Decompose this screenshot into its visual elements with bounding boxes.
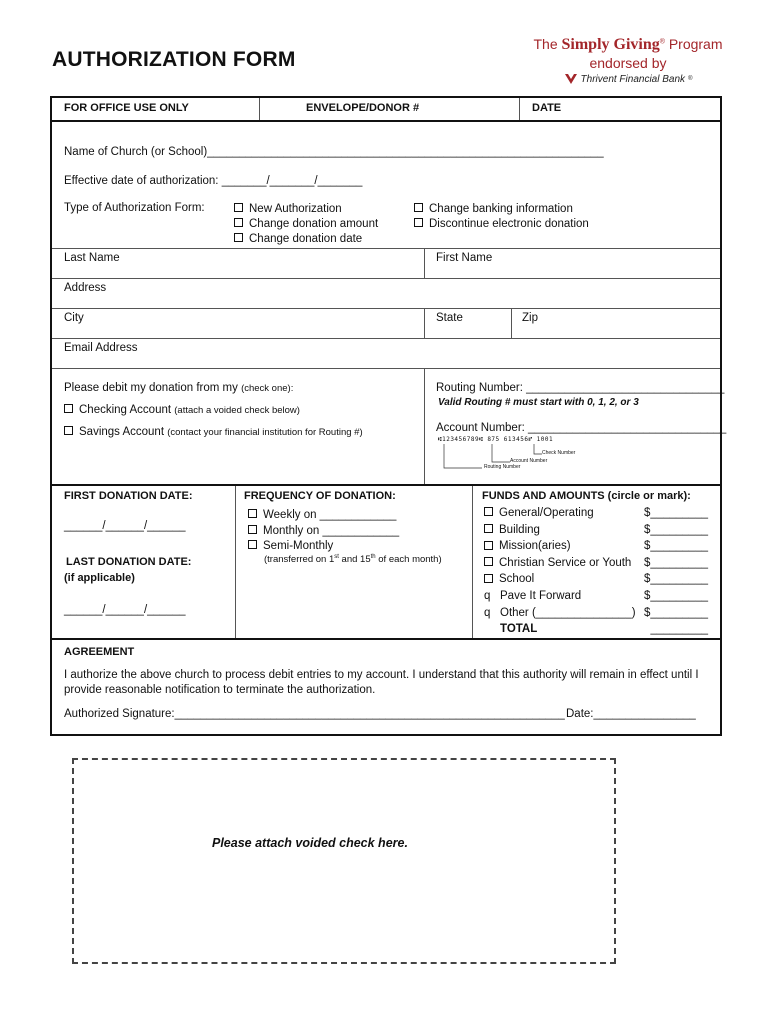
savings-option[interactable]	[64, 426, 363, 438]
fund-amount[interactable]: $_________	[644, 556, 708, 569]
savings-note: (contact your financial institution for Routing #)	[167, 427, 363, 438]
checkbox-icon[interactable]	[234, 218, 243, 227]
date-label: DATE	[532, 102, 562, 114]
check-number-caption: Check Number	[542, 450, 576, 456]
debit-intro-text: Please debit my donation from my	[64, 382, 238, 394]
fund-option[interactable]	[484, 505, 594, 522]
checkbox-icon[interactable]	[64, 404, 73, 413]
checkbox-icon[interactable]	[234, 203, 243, 212]
checking-label: Checking Account	[79, 404, 172, 416]
fund-row	[484, 505, 708, 522]
frequency-label: FREQUENCY OF DONATION:	[244, 490, 396, 502]
check-sample: ⑆123456789⑆ 875 613456⑈ 1001	[438, 436, 554, 443]
option-change-amount[interactable]	[234, 217, 378, 232]
checking-note: (attach a voided check below)	[174, 405, 300, 416]
semi-monthly-note	[264, 554, 442, 565]
fund-option[interactable]	[484, 571, 534, 588]
note-part: of each month)	[375, 554, 442, 566]
fund-name: Other (_______________)	[500, 606, 636, 619]
frequency-weekly-label: Weekly on ____________	[263, 509, 397, 521]
checkbox-icon[interactable]	[484, 557, 493, 566]
simply-giving-logo	[528, 36, 728, 85]
fund-amount[interactable]: $_________	[644, 523, 708, 536]
option-label: Discontinue electronic donation	[429, 218, 589, 230]
last-donation-date-field[interactable]: ______/______/______	[64, 604, 186, 616]
option-change-date[interactable]	[234, 232, 378, 247]
checkbox-icon[interactable]	[248, 509, 257, 518]
fund-row	[484, 588, 708, 605]
option-label: New Authorization	[249, 203, 342, 215]
last-name-field[interactable]: Last Name	[64, 252, 120, 264]
checkbox-icon[interactable]	[484, 541, 493, 550]
logo-bank-tm: ®	[688, 76, 693, 82]
option-label: Change donation date	[249, 233, 363, 245]
fund-option[interactable]	[484, 588, 581, 605]
fund-total-row	[484, 621, 708, 638]
fund-amount[interactable]: $_________	[644, 540, 708, 553]
agreement-text	[64, 668, 699, 698]
note-sup: st	[334, 554, 339, 560]
fund-total-label: TOTAL	[500, 623, 538, 636]
checkbox-icon[interactable]	[234, 233, 243, 242]
fund-amount[interactable]: $_________	[644, 606, 708, 619]
signature-field[interactable]: Authorized Signature:_____________________________________________________________	[64, 708, 565, 720]
auth-type-options-right	[414, 202, 589, 232]
checkbox-icon[interactable]	[484, 524, 493, 533]
option-label: Change banking information	[429, 203, 573, 215]
envelope-donor-label: ENVELOPE/DONOR #	[306, 102, 420, 114]
voided-check-area	[72, 758, 616, 964]
auth-type-options-left	[234, 202, 378, 247]
fund-option[interactable]	[484, 522, 540, 539]
office-use-label: FOR OFFICE USE ONLY	[64, 102, 189, 114]
fund-name: Building	[499, 523, 540, 536]
checkbox-icon[interactable]	[248, 525, 257, 534]
frequency-semi-monthly[interactable]	[248, 539, 399, 555]
logo-line-3	[528, 73, 728, 85]
city-field[interactable]: City	[64, 312, 84, 324]
fund-row	[484, 522, 708, 539]
logo-line-2: endorsed by	[589, 55, 667, 71]
note-part: (transferred on 1	[264, 554, 335, 566]
fund-amount[interactable]: $_________	[644, 573, 708, 586]
checkbox-icon[interactable]	[484, 507, 493, 516]
frequency-monthly[interactable]	[248, 524, 399, 540]
option-new-authorization[interactable]	[234, 202, 378, 217]
agreement-line-2: provide reasonable notification to terminate the authorization.	[64, 684, 376, 696]
funds-list	[484, 505, 708, 638]
debit-intro	[64, 382, 293, 394]
routing-number-caption: Routing Number	[484, 464, 521, 470]
checkbox-icon[interactable]	[484, 574, 493, 583]
frequency-weekly[interactable]	[248, 508, 399, 524]
first-donation-label: FIRST DONATION DATE:	[64, 490, 193, 502]
fund-row	[484, 605, 708, 622]
fund-name: Pave It Forward	[500, 589, 582, 602]
logo-prefix: The	[533, 36, 558, 52]
savings-label: Savings Account	[79, 426, 165, 438]
routing-number-field[interactable]: Routing Number: _______________________________	[436, 382, 725, 394]
email-field[interactable]: Email Address	[64, 342, 138, 354]
first-name-field[interactable]: First Name	[436, 252, 493, 264]
checkbox-icon[interactable]	[248, 540, 257, 549]
address-field[interactable]: Address	[64, 282, 107, 294]
option-change-banking[interactable]	[414, 202, 589, 217]
logo-suffix: Program	[668, 36, 723, 52]
authorization-form	[50, 96, 727, 736]
account-number-caption: Account Number	[510, 458, 548, 464]
church-name-field[interactable]: Name of Church (or School)______________________________________________________________	[64, 146, 604, 158]
q-marker-icon[interactable]: q	[484, 606, 491, 619]
fund-row	[484, 538, 708, 555]
signature-date-field[interactable]: Date:________________	[566, 708, 696, 720]
fund-option[interactable]	[484, 555, 631, 572]
agreement-line-1: I authorize the above church to process debit entries to my account. I understand that this authority will remain in effect until I	[64, 669, 699, 681]
page-title: AUTHORIZATION FORM	[52, 48, 296, 71]
fund-name: School	[499, 573, 535, 586]
logo-bank: Thrivent Financial Bank	[580, 73, 686, 85]
fund-row	[484, 555, 708, 572]
last-donation-label: LAST DONATION DATE:	[66, 556, 192, 568]
logo-brand: Simply Giving	[561, 36, 660, 53]
routing-note: Valid Routing # must start with 0, 1, 2, or 3	[438, 397, 639, 408]
thrivent-icon	[564, 73, 578, 85]
fund-amount[interactable]: $_________	[644, 589, 708, 602]
effective-date-field[interactable]: Effective date of authorization: _______/_______/_______	[64, 175, 363, 187]
checkbox-icon[interactable]	[64, 426, 73, 435]
option-discontinue[interactable]	[414, 217, 589, 232]
fund-name: Mission(aries)	[499, 540, 571, 553]
checking-option[interactable]	[64, 404, 300, 416]
logo-tm: ®	[659, 38, 665, 46]
fund-amount[interactable]: $_________	[644, 507, 708, 519]
frequency-monthly-label: Monthly on ____________	[263, 524, 400, 537]
note-sup: th	[370, 554, 376, 560]
state-field[interactable]: State	[436, 312, 463, 324]
checkbox-icon[interactable]	[414, 203, 423, 212]
logo-line-1	[528, 36, 728, 54]
frequency-options	[248, 508, 399, 555]
attach-check-text: Please attach voided check here.	[212, 836, 408, 850]
debit-intro-note: (check one):	[241, 383, 294, 394]
fund-row	[484, 571, 708, 588]
auth-type-label: Type of Authorization Form:	[64, 202, 205, 214]
q-marker-icon[interactable]: q	[484, 589, 491, 602]
option-label: Change donation amount	[249, 218, 379, 230]
note-part: and 15	[338, 554, 371, 566]
fund-option[interactable]	[484, 605, 636, 622]
frequency-semi-label: Semi-Monthly	[263, 540, 334, 552]
fund-name: General/Operating	[499, 507, 594, 519]
first-donation-date-field[interactable]: ______/______/______	[64, 520, 186, 532]
fund-total-amount[interactable]: _________	[650, 623, 708, 636]
fund-name: Christian Service or Youth	[499, 556, 632, 569]
last-donation-sub: (if applicable)	[64, 572, 135, 584]
funds-label: FUNDS AND AMOUNTS (circle or mark):	[482, 490, 691, 502]
zip-field[interactable]: Zip	[522, 312, 538, 324]
fund-option[interactable]	[484, 538, 571, 555]
agreement-label: AGREEMENT	[64, 646, 135, 658]
account-number-field[interactable]: Account Number: _______________________________	[436, 422, 727, 434]
checkbox-icon[interactable]	[414, 218, 423, 227]
